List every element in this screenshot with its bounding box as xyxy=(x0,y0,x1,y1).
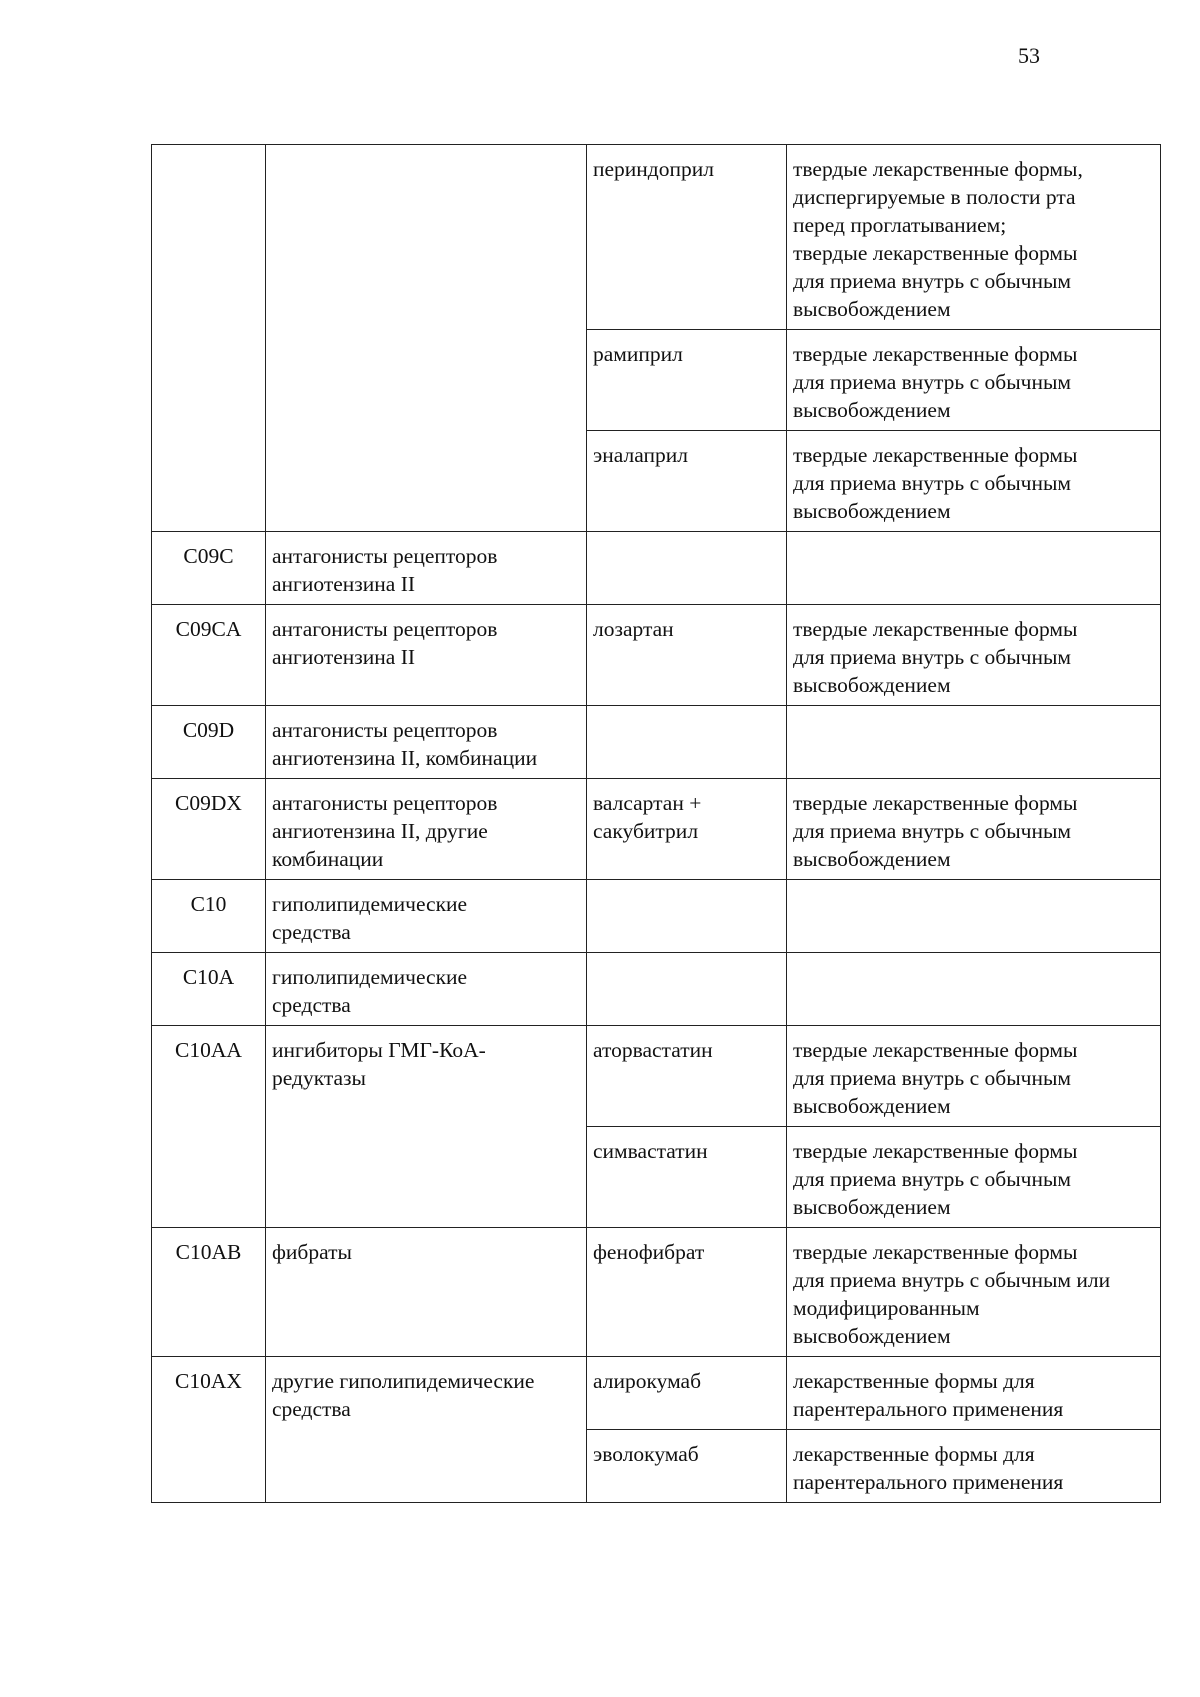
dosage-form-cell: твердые лекарственные формы для приема внутрь с обычным высвобождением xyxy=(787,330,1161,431)
atc-group-cell: гиполипидемические средства xyxy=(266,953,587,1026)
atc-code-cell: C10 xyxy=(152,880,266,953)
drug-name-cell: лозартан xyxy=(587,605,787,706)
table-row xyxy=(152,605,1161,706)
dosage-form-cell: твердые лекарственные формы для приема внутрь с обычным высвобождением xyxy=(787,1026,1161,1127)
page-number: 53 xyxy=(1018,43,1040,68)
drug-name-cell: алирокумаб xyxy=(587,1357,787,1430)
dosage-form-cell: твердые лекарственные формы для приема внутрь с обычным или модифицированным высвобождением xyxy=(787,1228,1161,1357)
atc-code-cell xyxy=(152,145,266,532)
atc-group-cell: антагонисты рецепторов ангиотензина II xyxy=(266,605,587,706)
drug-name-cell: аторвастатин xyxy=(587,1026,787,1127)
atc-code-cell: C10AA xyxy=(152,1026,266,1228)
table-row xyxy=(152,1357,1161,1430)
table-row xyxy=(152,1026,1161,1127)
medicines-table xyxy=(151,144,1161,1503)
atc-code-cell: C09DX xyxy=(152,779,266,880)
drug-name-cell: фенофибрат xyxy=(587,1228,787,1357)
atc-code-cell: C09C xyxy=(152,532,266,605)
drug-name-cell xyxy=(587,880,787,953)
atc-group-cell: фибраты xyxy=(266,1228,587,1357)
dosage-form-cell xyxy=(787,880,1161,953)
atc-group-cell: ингибиторы ГМГ-КоА- редуктазы xyxy=(266,1026,587,1228)
dosage-form-cell: твердые лекарственные формы для приема внутрь с обычным высвобождением xyxy=(787,779,1161,880)
table-row xyxy=(152,953,1161,1026)
dosage-form-cell: твердые лекарственные формы для приема внутрь с обычным высвобождением xyxy=(787,605,1161,706)
atc-code-cell: C09D xyxy=(152,706,266,779)
atc-group-cell xyxy=(266,145,587,532)
dosage-form-cell: твердые лекарственные формы для приема внутрь с обычным высвобождением xyxy=(787,1127,1161,1228)
drug-name-cell: периндоприл xyxy=(587,145,787,330)
dosage-form-cell xyxy=(787,706,1161,779)
atc-code-cell: C10AB xyxy=(152,1228,266,1357)
table-row xyxy=(152,779,1161,880)
table-row xyxy=(152,1228,1161,1357)
atc-group-cell: гиполипидемические средства xyxy=(266,880,587,953)
drug-name-cell: рамиприл xyxy=(587,330,787,431)
drug-name-cell xyxy=(587,953,787,1026)
atc-code-cell: C10A xyxy=(152,953,266,1026)
dosage-form-cell: твердые лекарственные формы, диспергируемые в полости рта перед проглатыванием; твердые лекарственные формы для приема внутрь с обычным высвобождением xyxy=(787,145,1161,330)
atc-group-cell: антагонисты рецепторов ангиотензина II, другие комбинации xyxy=(266,779,587,880)
table-row xyxy=(152,706,1161,779)
table-row xyxy=(152,145,1161,330)
atc-group-cell: антагонисты рецепторов ангиотензина II, комбинации xyxy=(266,706,587,779)
dosage-form-cell xyxy=(787,532,1161,605)
drug-name-cell xyxy=(587,532,787,605)
atc-group-cell: другие гиполипидемические средства xyxy=(266,1357,587,1503)
table-row xyxy=(152,880,1161,953)
dosage-form-cell: твердые лекарственные формы для приема внутрь с обычным высвобождением xyxy=(787,431,1161,532)
drug-name-cell: эналаприл xyxy=(587,431,787,532)
atc-group-cell: антагонисты рецепторов ангиотензина II xyxy=(266,532,587,605)
drug-name-cell: симвастатин xyxy=(587,1127,787,1228)
drug-name-cell: валсартан + сакубитрил xyxy=(587,779,787,880)
atc-code-cell: C09CA xyxy=(152,605,266,706)
dosage-form-cell xyxy=(787,953,1161,1026)
table-row xyxy=(152,532,1161,605)
drug-name-cell xyxy=(587,706,787,779)
atc-code-cell: C10AX xyxy=(152,1357,266,1503)
drug-name-cell: эволокумаб xyxy=(587,1430,787,1503)
dosage-form-cell: лекарственные формы для парентерального применения xyxy=(787,1430,1161,1503)
dosage-form-cell: лекарственные формы для парентерального применения xyxy=(787,1357,1161,1430)
